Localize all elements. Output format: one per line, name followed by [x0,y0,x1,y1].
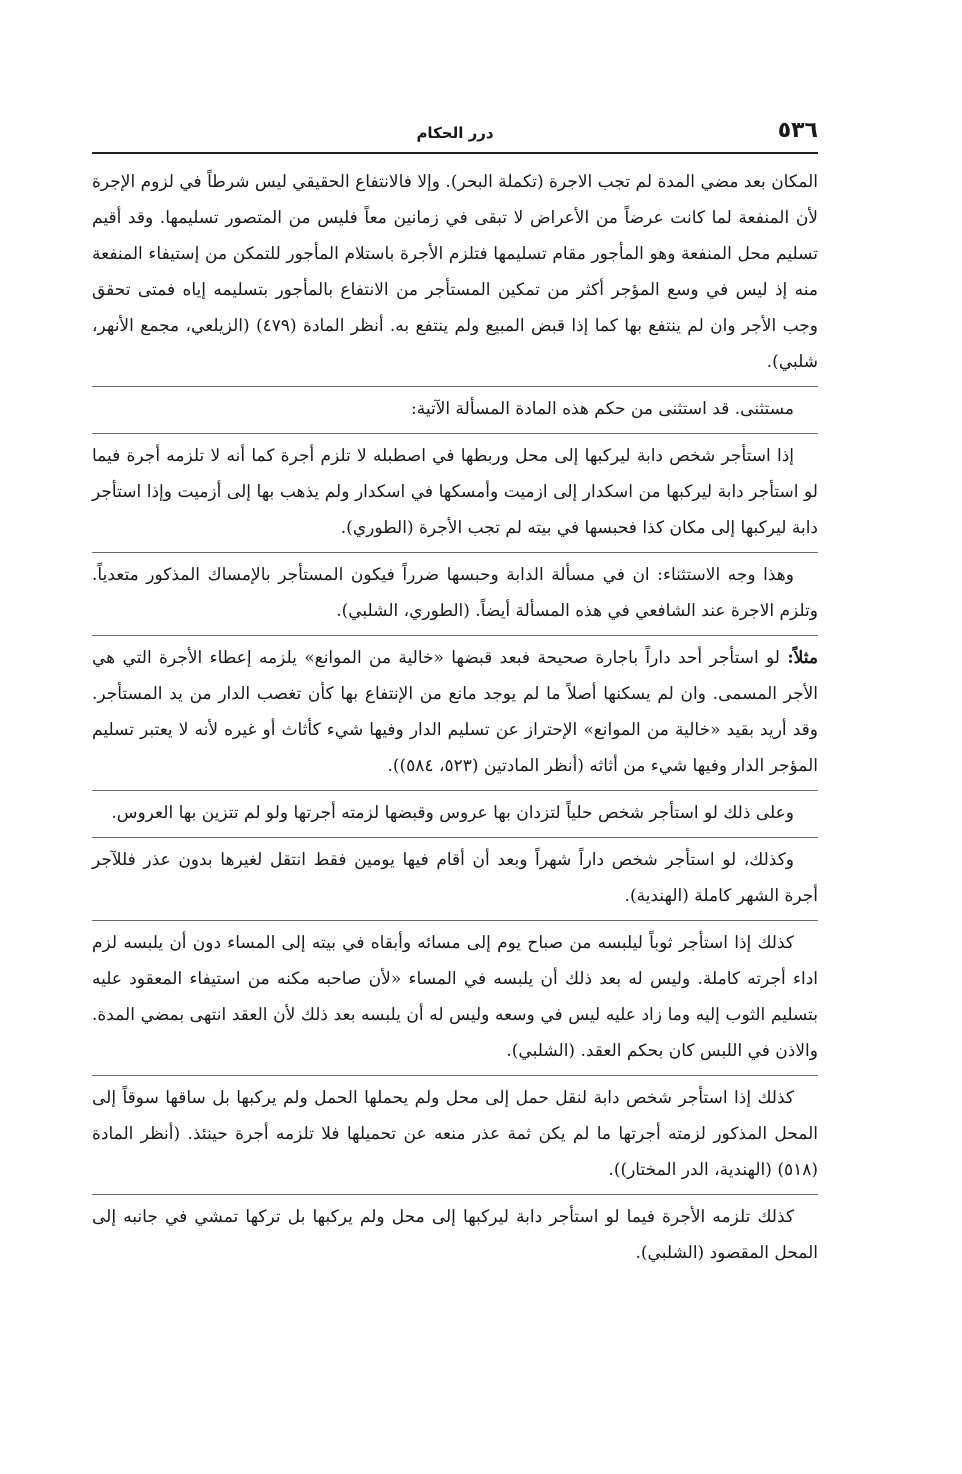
paragraph-text: كذلك إذا استأجر شخص دابة لنقل حمل إلى محل ولم يحملها الحمل ولم يركبها بل ساقها سوقاً إلى المحل المذكور لزمته أجرتها ما لم يكن ثمة عذر منعه عن تحميلها فلا تلزمه أجرة حينئذ. (أنظر المادة (٥١٨) (الهندية، الدر المختار)). [92,1088,818,1180]
paragraph [92,636,818,791]
paragraph-lead: مثلاً: [787,648,818,668]
book-page [92,112,818,1277]
body-text [92,160,818,1277]
paragraph-text: كذلك إذا استأجر ثوباً ليلبسه من صباح يوم إلى مسائه وأبقاه في بيته إلى المساء دون أن يلبسه لزم اداء أجرته كاملة. وليس له بعد ذلك أن يلبسه في المساء «لأن صاحبه مكنه من استيفاء المعقود عليه بتسليم الثوب إليه وما زاد عليه ليس في وسعه وليس له أن يلبسه بعد ذلك لأن العقد انتهى بمضي المدة. والاذن في اللبس كان بحكم العقد. (الشلبي). [92,933,818,1061]
paragraph [92,1195,818,1277]
paragraph [92,387,818,434]
paragraph-text: وهذا وجه الاستثناء: ان في مسألة الدابة وحبسها ضرراً فيكون المستأجر بالإمساك المذكور متعدياً. وتلزم الاجرة عند الشافعي في هذه المسألة أيضاً. (الطوري، الشلبي). [92,565,818,621]
paragraph [92,791,818,838]
paragraph-text: مستثنى. قد استثنى من حكم هذه المادة المسألة الآتية: [411,399,794,419]
paragraph [92,553,818,636]
page-number: ٥٣٦ [777,118,818,143]
paragraph [92,1076,818,1195]
paragraph [92,434,818,553]
paragraph [92,921,818,1076]
paragraph [92,838,818,921]
paragraph-text: كذلك تلزمه الأجرة فيما لو استأجر دابة ليركبها إلى محل ولم يركبها بل تركها تمشي في جانبه إلى المحل المقصود (الشلبي). [92,1207,818,1263]
paragraph-text: وكذلك، لو استأجر شخص داراً شهراً وبعد أن أقام فيها يومين فقط انتقل لغيرها بدون عذر فللآجر أجرة الشهر كاملة (الهندية). [92,850,818,906]
book-title: درر الحكام [416,124,494,142]
paragraph [92,160,818,387]
paragraph-text: وعلى ذلك لو استأجر شخص حلياً لتزدان بها عروس وقبضها لزمته أجرتها ولو لم تتزين بها العروس. [111,803,794,823]
paragraph-text: لو استأجر أحد داراً باجارة صحيحة فبعد قبضها «خالية من الموانع» يلزمه إعطاء الأجرة التي هي الأجر المسمى. وان لم يسكنها أصلاً ما لم يوجد مانع من الإنتفاع بها كأن تغصب الدار من يد المستأجر. وقد أريد بقيد «خالية من الموانع» الإحتراز عن تسليم الدار وفيها شيء كأثاث أو غيره لأنه لا يعتبر تسليم المؤجر الدار وفيها شيء من أثاثه (أنظر المادتين (٥٢٣، ٥٨٤)). [92,648,818,776]
running-header [92,112,818,154]
paragraph-text: المكان بعد مضي المدة لم تجب الاجرة (تكملة البحر). وإلا فالانتفاع الحقيقي ليس شرطاً في لزوم الإجرة لأن المنفعة لما كانت عرضاً من الأعراض لا تبقى في زمانين معاً فليس من المتصور تسليمها. وقد أقيم تسليم محل المنفعة وهو المأجور مقام تسليمها فتلزم الأجرة باستلام المأجور للتمكن من إستيفاء المنفعة منه إذ ليس في وسع المؤجر أكثر من تمكين المستأجر من الانتفاع بالمأجور بتسليمه إياه فمتى تحقق وجب الأجر وان لم ينتفع بها كما إذا قبض المبيع ولم ينتفع به. أنظر المادة (٤٧٩) (الزيلعي، مجمع الأنهر، شلبي). [92,172,818,372]
paragraph-text: إذا استأجر شخص دابة ليركبها إلى محل وربطها في اصطبله لا تلزم أجرة كما أنه لا تلزمه أجرة فيما لو استأجر دابة ليركبها من اسكدار إلى ازميت وأمسكها في اسكدار ولم يذهب بها إلى أزميت وإذا استأجر دابة ليركبها إلى مكان كذا فحبسها في بيته لم تجب الأجرة (الطوري). [92,446,818,538]
